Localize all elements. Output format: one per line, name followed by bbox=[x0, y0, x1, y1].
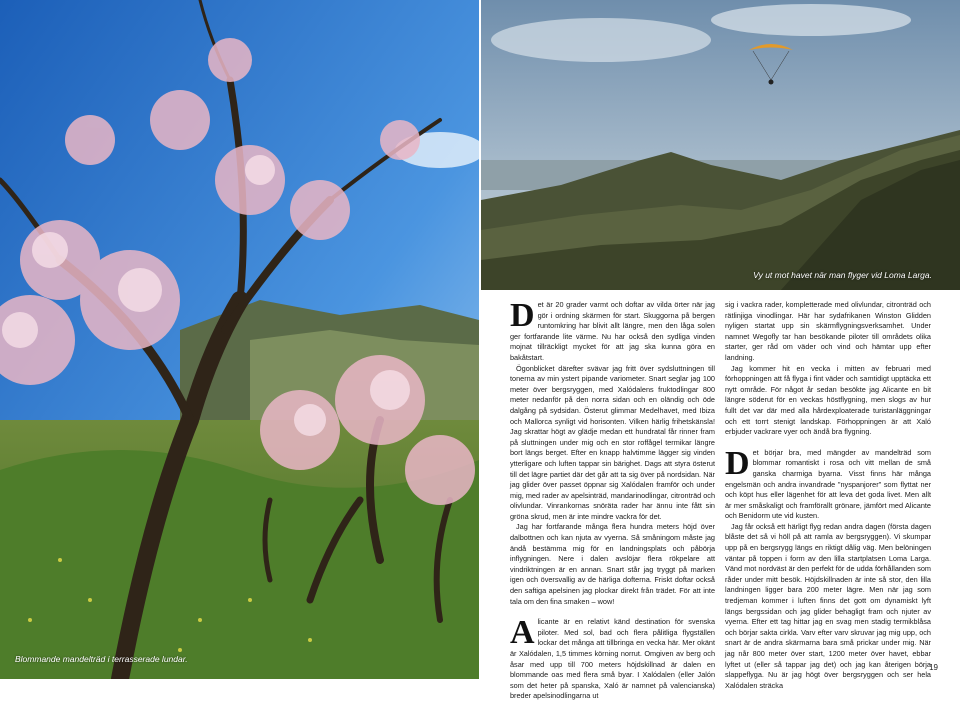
paragraph: Jag får också ett härligt flyg redan andra dagen (första dagen blåste det så vi höll på att ramla av bergsryggen). Vi skumpar upp på en bergsrygg längs en riktigt dålig väg. Men belöningen väntar på toppen i form av den lilla startplatsen Loma Larga. Vänd mot nordväst är den perfekt för de udda förhållanden som råder under mitt besök. Höjdskillnaden är inte så stor, den lilla landningen ligger bara 200 meter lägre. Men när jag som tredjeman kommer i luften finns det gott om dynamiskt lyft längs bergssidan och jag glider behagligt fram och njuter av vyerna. Efter ett tag hittar jag en svag men stadig termikblåsa och börjar sakta cirkla. Varv efter varv skruvar jag mig upp, och snart är de andra skärmarna bara små prickar under mig. När jag når 800 meter över start, 1200 meter över havet, ebbar lyftet ut (eller så tappar jag det) och jag kan återigen börja slappeflyga. Nu är jag högt över bergsryggen och ser hela Xalódalen sträcka bbox=[725, 521, 931, 690]
mountain-valley-photo bbox=[481, 0, 960, 290]
drop-cap: D bbox=[725, 444, 750, 482]
right-photo-caption: Vy ut mot havet när man flyger vid Loma Larga. bbox=[753, 270, 932, 280]
section-text: et börjar bra, med mängder av mandelträd som blommar romantiskt i rosa och vitt mellan de små ganska charmiga byarna. Visst finns här många engelsmän och andra invandrade "nyspanjorer" som flyttat ner och köpt hus eller lägenhet för att leva det goda livet. Men allt är mer småskaligt och framförallt grönare, jämfört med Alicante och Benidorm ute vid kusten. bbox=[725, 447, 931, 521]
almond-blossom-photo bbox=[0, 0, 479, 679]
drop-cap: A bbox=[510, 614, 535, 652]
paragraph: Ögonblicket därefter svävar jag fritt över sydsluttningen till tonerna av min ystert pipande variometer. Snart seglar jag 100 meter över bergsryggen, med Xalódalens fruktodlingar 800 meter nedanför på den norra sidan och en oländig och öde dalgång på sydsidan. Österut glimmar Medelhavet, med Ibiza och Mallorca synligt vid horisonten. Vilken härlig frihetskänsla! Jag skrattar högt av glädje medan ett hundratal får rinner fram på sluttningen under mig och en stor roffågel termikar längre bort längs berget. Efter en knapp halvtimme lägger sig vinden ytterligare och luften tappar sin bärighet. Dags att styra österut till det lägre partiet där det går att ta sig över på nordsidan. När jag glider över passet öppnar sig Xalódalen framför och under mig, med rader av apelsinträd, mandarinodlingar, citronträd och olivlundar. Vinrankornas snöräta rader har ännu inte fått sin gröna skrud, men är inte mindre vackra för det. bbox=[510, 363, 715, 521]
section-paragraph bbox=[510, 614, 715, 702]
article-column-1 bbox=[510, 297, 715, 702]
intro-paragraph bbox=[510, 297, 715, 364]
left-photo-caption: Blommande mandelträd i terrasserade lundar. bbox=[15, 654, 188, 664]
paragraph: Jag kommer hit en vecka i mitten av februari med förhoppningen att få flyga i fint väder och samtidigt upptäcka ett nytt område. För något år sedan besökte jag Alicante en bit längre söderut för en veckas höstflygning, men slogs av hur fullt det var där med alla hårdexploaterade turistanläggningar och ett torrt stenigt landskap. Förhoppningen är att Xaló erbjuder vackrare vyer och ändå bra flygning. bbox=[725, 363, 931, 437]
page-number: 19 bbox=[929, 663, 938, 672]
paragraph: Jag har fortfarande många flera hundra meters höjd över dalbottnen och kan njuta av vyerna. Så småningom måste jag ändå bestämma mig för en landningsplats och påbörja inflygningen. Nere i dalen avslöjar flera rökpelare att vindriktningen är en annan. Snart står jag tryggt på marken igen och översvallig av de härliga dofterna. Friskt doftar också den saftiga apelsinen jag plockar direkt från trädet. För att inte tala om den fina smaken – wow! bbox=[510, 522, 715, 606]
section-paragraph bbox=[725, 444, 931, 522]
section-text: licante är en relativt känd destination för svenska piloter. Med sol, bad och flera pålitliga flygställen lockar det många att tillbringa en vecka här. Mer okänt är Xalódalen, 1,5 timmes körning norrut. Omgiven av berg och åsar med upp till 700 meters höjdskillnad är dalen en blommande oas med flera små byar. I Xalódalen (eller Jalón som det heter på spanska, Xaló är namnet på valencianska) breder apelsinodlingarna ut bbox=[510, 617, 715, 701]
intro-text: et är 20 grader varmt och doftar av vilda örter när jag gör i ordning skärmen för start. Skuggorna på bergen runtomkring har blivit allt längre, men den låga solen ger fortfarande lite värme. Nu har också den sydliga vinden mojnat tillräckligt mycket för att jag ska kunna göra en bakåtstart. bbox=[510, 300, 715, 362]
drop-cap: D bbox=[510, 297, 535, 334]
paragraph: sig i vackra rader, kompletterade med olivlundar, citronträd och rätlinjiga vinodlingar. Här har sydafrikanen Winston Glidden nyligen startat upp sin skärmflygningsverksamhet. Under namnet Wegofly tar han besökande piloter till områdets olika starter, ger råd om väder och vind och hämtar upp efter landning. bbox=[725, 300, 931, 362]
article-column-2 bbox=[725, 300, 931, 691]
